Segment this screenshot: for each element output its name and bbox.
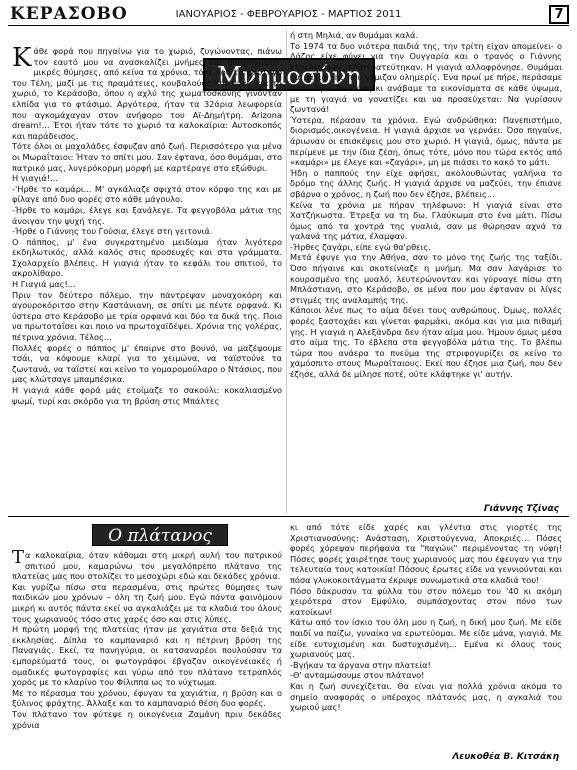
paragraph: Ύστερα, πέρασαν τα χρόνια. Εγώ ανδρώθηκα: Πανεπιστήμιο, διορισμός,οικογένεια. Η γιαγιά άρχισε να γερνάει. Όσο πηγαίνε, άριωναν οι επισκέψεις μου στο χωριό. Η γιαγιά, όμως, πάντα με περίμενε με την ίδια ζέση, όπως τότε, μόνο που τώρα εκτός από «καμάρι» με έλεγε και «ζαγάρι», μη με πιάσει το κακό το μάτι.: [290, 114, 562, 168]
paragraph: Η Γιαγιά μας!...: [12, 279, 76, 290]
column-divider: [286, 30, 287, 514]
paragraph: Πριν τον δεύτερο πόλεμο, την πάντρεψαν μοναχοκόρη και αγουροκόριτσο στην Καστάνιανη, σε σπίτι με πέντε ορφανά. Κι ύστερα στο Κεράσοβο με τρία ορφανά και δύο τα δικά της. Ποιο να πρωτοταΐσει και ποιο να πρωτοχαϊδέψει. Χρόνια της γολέρας, πέτρινα χρόνια. Τέλος…: [12, 289, 282, 343]
paragraph: ή στη Μηλιά, αν θυμάμαι καλά.: [290, 30, 419, 40]
paragraph: Και η ζωή συνεχίζεται. Θα είναι για πολλά χρόνια ακόμα το σημείο αναφοράς ο υπέροχος πλάτανός μας, η αγκαλιά του χωριού μας!: [290, 680, 562, 713]
paragraph: -Ήρθες ζαγάρι, είπε εγώ θα'ρθεις.: [290, 241, 431, 252]
paragraph: άθε φορά που πηγαίνω για το χωριό, ζυγώνοντας, πιάνω τον εαυτό μου να ανασκαλίζει μνήμες και σπαράγματα, μικρές θύμησες, από κείνα τα χρόνια, τότε που το φορτηγό του Τέλη, μαζί με τις πραμάτειες, κουβαλούσε και εμάς για το χωριό, το Κεράσοβο, όπου η αχλύ της χωματόσκονης γίνονταν ελπίδα για το φτάσιμο. Αργότερα, ήταν τα 32άρια λεωφορεία που αγκομάχαγαν στον ανήφορο του Αϊ-Δημήτρη. Arizona dream!... Έτσι ήταν τότε το χωριό τα καλοκαίρια: Αυτοσκοπός και παράδεισος.: [12, 46, 282, 141]
article2-column2: [290, 522, 562, 713]
paragraph: Η γιαγιά!...: [12, 173, 58, 184]
paragraph: Ο πάππος, μ' ένα συγκρατημένο μειδίαμα ήταν λιγότερο εκδηλωτικός, αλλά καλός στις προσευχές και στα γράμματα. Σχολαρχείο βλέπεις. Η γιαγιά ήταν το κεφάλι του σπιτιού, το ακρολίθαρο.: [12, 236, 282, 279]
paragraph: Πόσο δάκρυσαν τα φύλλα του στον πόλεμο του '40 κι ακόμη χειρότερα στον Εμφύλιο, συμπάσχοντας στον πόνο των κατοίκων!: [290, 585, 562, 617]
article1-signature: Γιάννης Τζίνας: [483, 504, 559, 514]
issue-dateline: ΙΑΝΟΥΑΡΙΟΣ - ΦΕΒΡΟΥΑΡΙΟΣ - ΜΑΡΤΙΟΣ 2011: [175, 9, 402, 20]
paragraph: α καλοκαίρια, όταν κάθομαι στη μικρή αυλή του πατρικού σπιτιού μου, καμαρώνω τον μεγαλόπρεπο πλάτανο της πλατείας μας που στολίζει το μεσοχώρι εδώ και δεκάδες χρόνια.: [12, 550, 282, 582]
masthead: [8, 4, 569, 26]
paragraph: Μετά έφυγε για την Αθήνα, σαν το μόνο της ζωής της ταξίδι. Όσο πήγαινε και σκοτείνιαζε η μνήμη. Μα σαν λαγάρισε το κουρασμένο της μυαλό, λευτερώνονταν και γύρναγε πίσω στη Μπλάστιανη, στο Κεράσοβο, σε μένα που μου έφταναν οι λίγες στιγμές της αναλαμπής της.: [290, 252, 562, 305]
article1-dropcap: Κ: [12, 43, 32, 73]
paragraph: Κάποιοι λένε πως το αίμα δένει τους ανθρώπους. Όμως, πολλές φορές ξαστοχάει και γίνεται φαρμάκι, ακόμα και για μια πιθαμή γης. Η γιαγιά η Αλεξάνδρα δεν ήταν αίμα μου. Ήμουν όμως μέσα στο αίμα της. Το έβλεπα στα φεγγοβόλα μάτια της. Το βλέπω τώρα που ανάερα το πνεύμα της στριφογυρίζει σε κείνο το χαμόσπιτο στους Μωραΐταιους. Εκεί που έζησε μια ζωή, που δεν έζησε, αλλά δε μίλησε ποτέ, ούτε κλάφτηκε γι' αυτήν.: [290, 305, 562, 379]
paragraph: -Ήρθε ο Γιάννης του Γούσια, έλεγε στη γειτονιά.: [12, 226, 213, 237]
article1-column2: [290, 30, 562, 380]
article1-column1: [12, 43, 282, 406]
paragraph: Κείνα τα χρόνια με πήραν τηλέφωνο: Η γιαγιά είναι στο Χατζήκωστα. Έτρεξα να τη δω. Γλαύκωμα στο ένα μάτι. Πίσω όμως από τα χοντρά της γυαλιά, σαν με θώρησαν αχνά τα γαλανά της μάτια, έλαμψαν.: [290, 199, 562, 242]
article-title-mnimosyni: Μνημοσύνη: [203, 58, 375, 91]
paragraph: -Θ' ανταμώσουμε στον πλάτανο!: [290, 670, 425, 681]
article2-column1: [12, 547, 282, 730]
article2-dropcap: Τ: [12, 547, 25, 568]
paragraph: Και γυρίζω πίσω στα περασμένα, στις πρώτες θύμησες των παιδικών μου χρόνων – όλη τη ζωή μου. Εγώ πάντα φαινόμουν μικρή κι αυτός πάντα εκεί να αγκαλιάζει με τα κλαδιά του όλους τους χωριανούς τόσο στις χαρές όσο και στις λύπες.: [12, 581, 282, 624]
paragraph: Πολλές φορές ο πάππος μ' έπαιρνε στο βουνό, να μαζέψουμε τσάι, να κόψουμε κλαρί για το χειμώνα, να ταϊστούνε τα ζωντανά, να ταΐστεί και κείνο το γομαρομούλαρο ο Ντάσιος, που μας κλώτσαγε μπαμπέσικα.: [12, 342, 282, 385]
paragraph: Η πρώτη μορφή της πλατείας ήταν με χαγιάτια στα δεξιά της εκκλησίας. Δίπλα το καμπαναριό και η πέτρινη βρύση της Παναγιάς. Εκεί, τα πανηγύρια, οι κατσαναρέοι πουλούσαν τα εμπορεύματά τους, οι φωτογράφοι έβγαζαν οικογενειακές ή ομαδικές φωτογραφίες και γύρω από τον πλάτανο τετραπλός χορός με το κλαρίνο του Φίλιππα ως το νύχτωμα.: [12, 624, 282, 688]
paragraph: Με το πέρασμα του χρόνου, έφυγαν τα χαγιάτια, η βρύση και ο ξύλινος φράχτης. Άλλαξε και το καμπαναριό θέση δυο φορές.: [12, 687, 282, 709]
paragraph: Κάτω από τον ίσκιο του όλη μου η ζωή, η δική μου ζωή. Με είδε παιδί να παίζω, γυναίκα να ερωτεύομαι. Με είδε μάνα, γιαγιά. Με είδε ευτυχισμένη και δυστυχισμένη... Εμένα κι όλους τους χωριανούς μας.: [290, 617, 562, 660]
paragraph: κι από τότε είδε χαρές και γλέντια στις γιορτές της Χριστιανοσύνης: Ανάσταση, Χριστούγεννα, Αποκριές… Πόσες φορές χόρεψαν περήφανα τα "παγώνι" περιμένοντας τη νύφη! Πόσες φορές χαιρέτησε τους χωριανούς μας που έφευγαν για την τελευταία τους κατοικία! Πόσους έρωτες είδε να γεννιούνται και πόσα γλυκοκοιτάγματα έκρυψε συνωμοτικά στα κλαδιά του!: [290, 522, 562, 585]
paragraph: Τον πλάτανο τον φύτεψε η οικογένεια Ζαμάνη πριν δεκάδες χρόνια: [12, 708, 282, 730]
article2-signature: Λευκοθέα Β. Κιτσάκη: [452, 752, 559, 762]
paragraph: Ήδη ο παππούς την είχε αφήσει, ακολουθώντας γαλήνια το δρόμο της άλλης ζωής. Η γιαγιά άρχισε να μαζεύει, την έπιανε σβάρνα ο χρόνος, η ζωή που δεν έζησε, βλέπεις...: [290, 167, 562, 199]
article-title-platanos: Ο πλάτανος: [92, 524, 228, 546]
newspaper-brand: ΚΕΡΑΣΟΒΟ: [10, 4, 128, 24]
paragraph: Η γιαγιά κάθε φορά μάς ετοίμαζε το σακούλι: κοκαλιασμένο ψωμί, τυρί και σκόρδο για τη βρύση στις Μπάλτες: [12, 385, 282, 406]
paragraph: Το 1974 τα δυο νιότερα παιδιά της, την τρίτη είχαν απομείνει- ο Λάζος είχε φύγει για την Ουγγαρία και ο τρανός ο Γιάννης εκτελέστηκε, επιστρατεύτηκαν. Η γιαγιά αλλοφρόνησε. Θυμάμαι τα μάτια της που γέμιζαν ολημερίς. Ένα πρωί με πήρε, περάσαμε στον Άγιο Θεοδόση κι ανάβαμε τα εικονίσματα σε κάθε ύψωμα, με τη γιαγιά να γονατίζει και να προσεύχεται: Να γυρίσουν ζωντανά!: [290, 40, 562, 115]
paragraph: -'Ηρθε το καμάρι... Μ' αγκάλιαζε σφιχτά στον κόρφο της και με φίλαγε από δυο φορές στο κάθε μάγουλο.: [12, 183, 282, 205]
section-rule: [8, 516, 569, 517]
paragraph: -Ήρθε το καμάρι, έλεγε και ξανάλεγε. Τα φεγγοβόλα μάτια της άνοιγαν την ψυχή της.: [12, 204, 282, 226]
paragraph: -Βγήκαν τα άργανα στην πλατεία!: [290, 659, 431, 670]
page-number: 7: [549, 5, 569, 24]
paragraph: Τότε όλοι οι μαχαλάδες έσφυζαν από ζωή. Περισσότερο για μένα οι Μωραΐταιοι: Ήταν το σπίτι μου. Σαν έφτανα, όσο θυμάμαι, στο πατρικό μας, λυγερόκορμη μορφή με καρτέραγε στο εξώθυρι.: [12, 141, 282, 173]
